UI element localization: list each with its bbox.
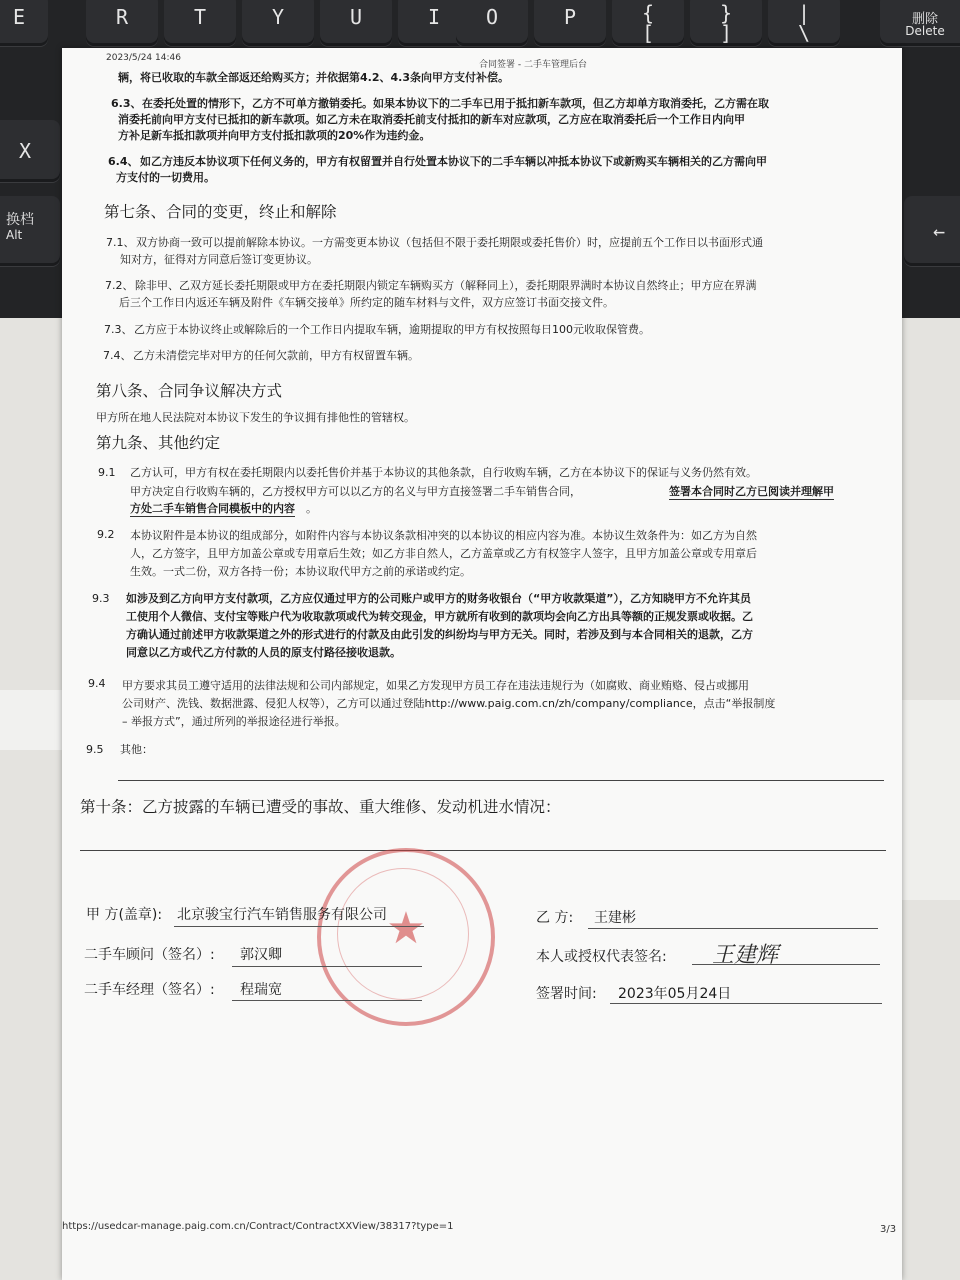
key-label: \ [797,21,811,45]
advisor-value: 郭汉卿 [240,947,282,963]
clause-text: 在委托处置的情形下，乙方不可单方撤销委托。如果本协议下的二手车已用于抵扣新车款项，但乙方却单方取消委托，乙方需在取 [142,97,769,110]
signature-line [232,966,422,967]
clause-number: 7.4、 [103,349,132,362]
print-url: https://usedcar-manage.paig.com.cn/Contract/ContractXXView/38317?type=1 [62,1221,454,1232]
clause-bold-underline: 签署本合同时乙方已阅读并理解甲 [669,485,834,498]
clause-text: 知对方，征得对方同意后签订变更协议。 [120,253,318,266]
key-p [534,0,606,46]
key-label: } [719,1,733,25]
clause-number: 7.1、 [106,236,135,249]
clause-text: 。 [306,502,317,515]
key-brace-right [690,0,762,46]
rep-label: 本人或授权代表签名: [536,949,667,965]
key-label: P [563,5,577,29]
clause-text: 本协议附件是本协议的组成部分，如附件内容与本协议条款相冲突的以本协议的相应内容为准。本协议生效条件为：如乙方为自然 [130,529,757,542]
clause-text: 生效。一式二份，双方各持一份；本协议取代甲方之前的承诺或约定。 [130,565,471,578]
print-title: 合同签署 - 二手车管理后台 [479,60,587,70]
key-label-en: Alt [6,228,23,242]
key-e [0,0,48,46]
clause-text: 乙方应于本协议终止或解除后的一个工作日内提取车辆，逾期提取的甲方有权按照每日100元收取保管费。 [134,323,650,336]
clause-text: 甲方所在地人民法院对本协议下发生的争议拥有排他性的管辖权。 [96,411,415,424]
key-label: E [12,5,26,29]
clause-text: 乙方未清偿完毕对甲方的任何欠款前，甲方有权留置车辆。 [133,349,419,362]
key-label: X [18,139,32,163]
key-label: Y [271,5,285,29]
clause-text: 辆，将已收取的车款全部返还给购买方；并依据第4.2、4.3条向甲方支付补偿。 [118,71,509,84]
party-b-value: 王建彬 [594,910,636,926]
clause-text: 其他： [120,743,153,756]
clause-number: 9.4 [88,677,106,690]
key-brace-left [612,0,684,46]
clause-text: – 举报方式”，通过所列的举报途径进行举报。 [122,715,346,728]
clause-text: 同意以乙方或代乙方付款的人员的原支付路径接收退款。 [126,646,401,659]
manager-value: 程瑞宽 [240,982,282,998]
clause-text: 如乙方违反本协议项下任何义务的，甲方有权留置并自行处置本协议下的二手车辆以冲抵本协议下或新购买车辆相关的乙方需向甲 [140,155,767,168]
signature-line [588,928,878,929]
clause-text: 甲方决定自行收购车辆的，乙方授权甲方可以以乙方的名义与甲方直接签署二手车销售合同， [130,485,581,498]
clause-number: 9.5 [86,743,104,756]
contract-page [62,48,902,1280]
key-y [242,0,314,46]
signature-line [692,964,880,965]
clause-text: 除非甲、乙双方延长委托期限或甲方在委托期限内锁定车辆购买方（解释同上），委托期限界满时本协议自然终止；甲方应在界满 [135,279,757,292]
print-datetime: 2023/5/24 14:46 [106,53,181,63]
party-b-label: 乙 方: [536,910,574,926]
key-label: T [193,5,207,29]
advisor-label: 二手车顾问（签名）: [84,947,215,963]
key-label: O [485,5,499,29]
key-label: R [115,5,129,29]
seal-star-icon: ★ [386,903,426,954]
clause-text: 方补足新车抵扣款项并向甲方支付抵扣款项的20%作为违约金。 [118,129,431,142]
clause-number: 9.1 [98,466,116,479]
party-a-label: 甲 方(盖章): [86,907,163,923]
key-arrow-left [904,196,960,266]
key-r [86,0,158,46]
handwritten-signature: 王建辉 [712,943,779,968]
key-label-en: Delete [905,24,945,38]
key-label: [ [641,21,655,45]
key-label-zh: 换档 [6,212,34,228]
key-alt [0,196,60,266]
clause-text: 乙方认可，甲方有权在委托期限内以委托售价并基于本协议的其他条款，自行收购车辆，乙方在本协议下的保证与义务仍然有效。 [130,466,757,479]
clause-text: 如涉及到乙方向甲方支付款项，乙方应仅通过甲方的公司账户或甲方的财务收银台（“甲方收款渠道”），乙方知晓甲方不允许其员 [126,592,751,605]
key-label-zh: 删除 [911,12,938,27]
clause-text: 甲方要求其员工遵守适用的法律法规和公司内部规定，如果乙方发现甲方员工存在违法违规行为（如腐败、商业贿赂、侵占或挪用 [122,679,749,692]
key-label: | [797,1,811,25]
section-heading: 第七条、合同的变更，终止和解除 [104,203,337,221]
clause-text: 方支付的一切费用。 [116,171,215,184]
clause-number: 6.4、 [108,155,139,168]
section-heading: 第八条、合同争议解决方式 [96,382,283,400]
blank-line [80,850,886,851]
clause-text: 人，乙方签字，且甲方加盖公章或专用章后生效；如乙方非自然人，乙方盖章或乙方有权签字人签字，且甲方加盖公章或专用章后 [130,547,757,560]
clause-text: 双方协商一致可以提前解除本协议。一方需变更本协议（包括但不限于委托期限或委托售价）时，应提前五个工作日以书面形式通 [136,236,763,249]
party-a-value: 北京骏宝行汽车销售服务有限公司 [177,907,387,923]
key-label: I [427,5,441,29]
clause-number: 7.2、 [105,279,134,292]
key-x [0,120,60,182]
clause-text: 后三个工作日内返还车辆及附件《车辆交接单》所约定的随车材料与文件，双方应签订书面交接文件。 [119,296,614,309]
blank-line [118,780,884,781]
background-paper [902,700,960,900]
key-pipe [768,0,840,46]
clause-number: 6.3、 [111,97,142,110]
clause-number: 9.2 [97,528,115,541]
section-heading: 第十条：乙方披露的车辆已遭受的事故、重大维修、发动机进水情况： [80,798,561,816]
section-heading: 第九条、其他约定 [96,434,221,452]
key-label: { [641,1,655,25]
clause-bold-underline: 方处二手车销售合同模板中的内容 [130,502,295,515]
date-value: 2023年05月24日 [618,986,732,1002]
background-paper [0,690,62,750]
key-o [456,0,528,46]
clause-number: 9.3 [92,592,110,605]
signature-line [610,1003,882,1004]
manager-label: 二手车经理（签名）: [84,982,215,998]
clause-number: 7.3、 [104,323,133,336]
clause-text: 工使用个人微信、支付宝等账户代为收取款项或代为转交现金，甲方就所有收到的款项均会向乙方出具等额的正规发票或收据。乙 [126,610,753,623]
page-number: 3/3 [880,1224,897,1235]
clause-text: 公司财产、洗钱、数据泄露、侵犯人权等），乙方可以通过登陆http://www.paig.com.cn/zh/company/compliance，点击“举报制度 [122,697,776,710]
signature-line [232,1000,422,1001]
signature-line [174,926,424,927]
key-label: U [349,5,363,29]
key-t [164,0,236,46]
clause-text: 方确认通过前述甲方收款渠道之外的形式进行的付款及由此引发的纠纷均与甲方无关。同时，若涉及到与本合同相关的退款，乙方 [126,628,753,641]
key-delete [880,0,960,46]
date-label: 签署时间: [536,986,597,1002]
key-label: ] [719,21,733,45]
key-u [320,0,392,46]
key-label: ← [932,219,946,243]
clause-text: 消委托前向甲方支付已抵扣的新车款项。如乙方未在取消委托前支付抵扣的新车对应款项，乙方应在取消委托后一个工作日内向甲 [118,113,745,126]
